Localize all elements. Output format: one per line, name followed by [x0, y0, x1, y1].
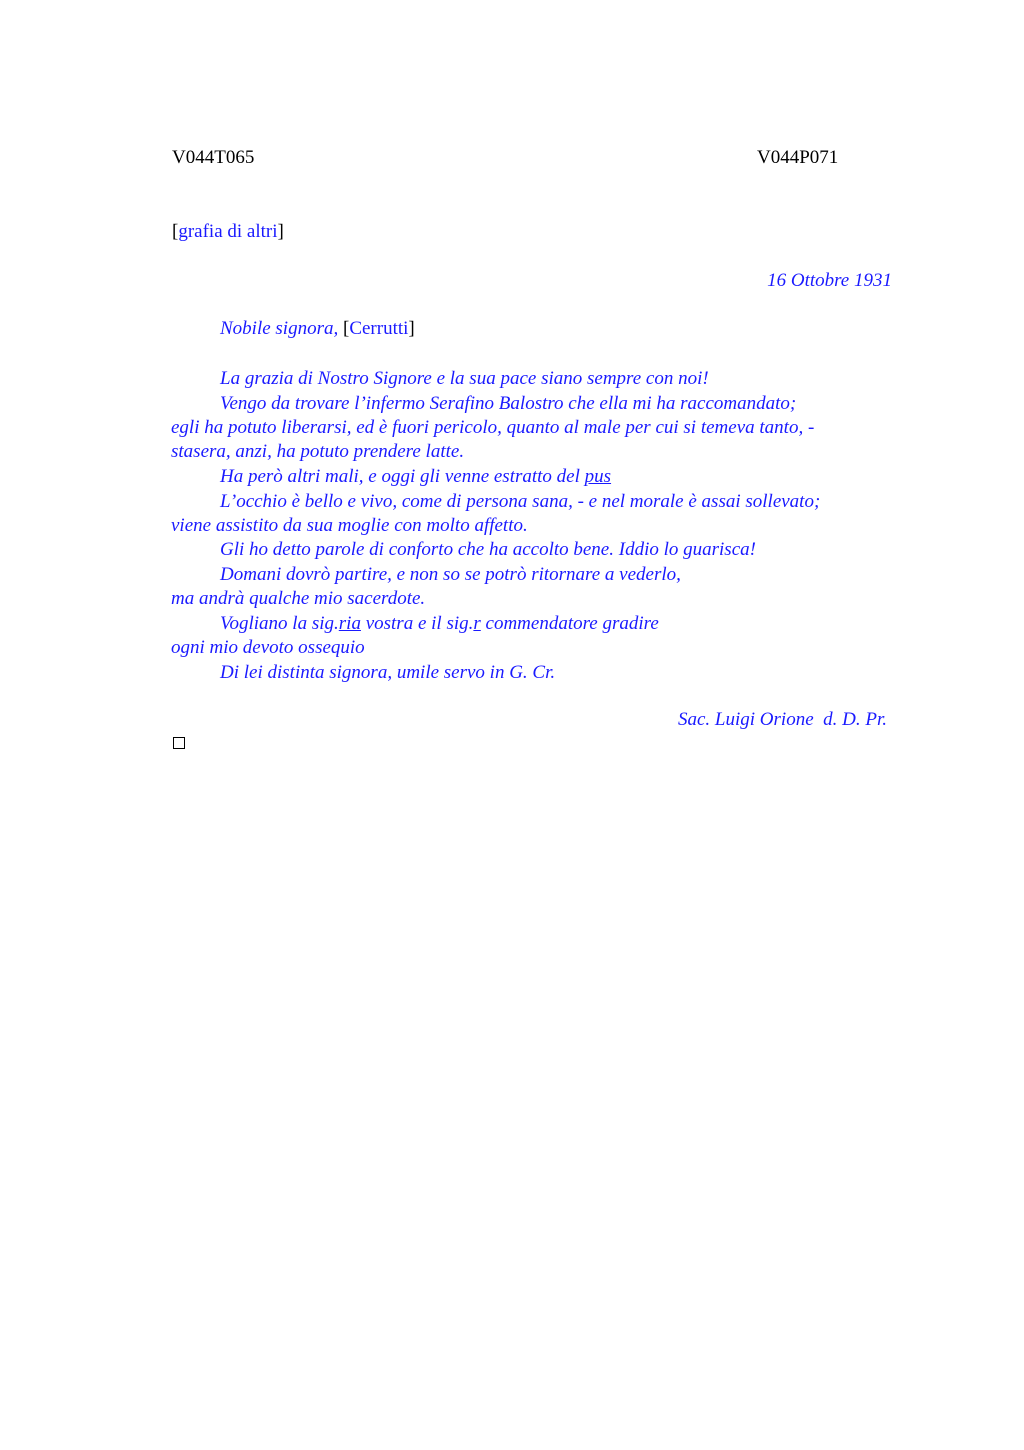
body-line: egli ha potuto liberarsi, ed è fuori pericolo, quanto al male per cui si temeva tanto, - — [171, 417, 815, 438]
body-line — [220, 612, 659, 636]
body-line: viene assistito da sua moglie con molto affetto. — [171, 515, 528, 536]
body-line: ma andrà qualche mio sacerdote. — [171, 588, 426, 609]
note-text: grafia di altri — [178, 221, 278, 242]
signature: Sac. Luigi Orione d. D. Pr. — [678, 709, 887, 730]
salutation-open-bracket: [ — [342, 318, 350, 339]
salutation — [220, 318, 415, 340]
letter-date: 16 Ottobre 1931 — [767, 270, 892, 291]
note-open-bracket: [ — [172, 221, 179, 242]
body-line: La grazia di Nostro Signore e la sua pace siano sempre con noi! — [220, 368, 709, 389]
underlined-word: pus — [584, 466, 612, 487]
end-marker-square-icon — [173, 737, 185, 749]
body-line: L’occhio è bello e vivo, come di persona sana, - e nel morale è assai sollevato; — [220, 491, 821, 512]
body-line: stasera, anzi, ha potuto prendere latte. — [171, 441, 465, 462]
body-text: vostra e il sig. — [360, 613, 474, 634]
salutation-close-bracket: ] — [408, 318, 415, 339]
body-line: Vengo da trovare l’infermo Serafino Balostro che ella mi ha raccomandato; — [220, 393, 797, 414]
archive-code-left: V044T065 — [172, 147, 255, 168]
body-line: Di lei distinta signora, umile servo in G. Cr. — [220, 662, 556, 683]
salutation-text: Nobile signora, — [220, 318, 339, 339]
body-text: commendatore gradire — [480, 613, 659, 634]
archive-code-right: V044P071 — [757, 147, 839, 168]
body-text: Vogliano la sig. — [220, 613, 339, 634]
body-line — [220, 465, 611, 489]
body-line: Gli ho detto parole di conforto che ha accolto bene. Iddio lo guarisca! — [220, 539, 756, 560]
body-line: Domani dovrò partire, e non so se potrò ritornare a vederlo, — [220, 564, 681, 585]
handwriting-note — [172, 221, 284, 243]
underlined-abbrev: r — [473, 613, 481, 634]
note-close-bracket: ] — [277, 221, 284, 242]
body-text: Ha però altri mali, e oggi gli venne estratto del — [220, 466, 585, 487]
underlined-abbrev: ria — [338, 613, 361, 634]
body-line: ogni mio devoto ossequio — [171, 637, 365, 658]
recipient-name: Cerrutti — [349, 318, 409, 339]
